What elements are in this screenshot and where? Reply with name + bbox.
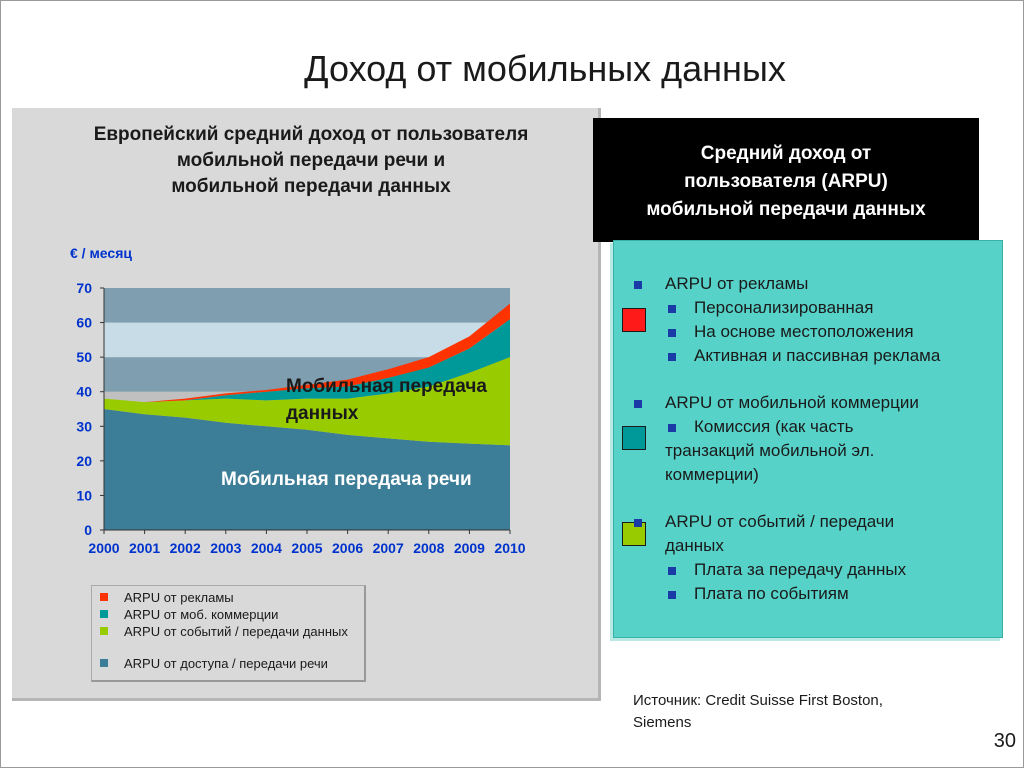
legend-label: ARPU от моб. коммерции — [124, 607, 279, 622]
category-sub-item: На основе местоположения — [694, 322, 914, 341]
category-sub-item: Комиссия (как часть — [694, 417, 854, 436]
category-sub-item: коммерции) — [665, 465, 759, 484]
slide-title: Доход от мобильных данных — [304, 48, 786, 89]
bullet-icon — [634, 281, 642, 289]
chart-panel-title-line: мобильной передачи данных — [171, 176, 451, 197]
x-tick-label: 2004 — [250, 540, 282, 556]
source-line: Источник: Credit Suisse First Boston, — [633, 692, 883, 709]
legend-label: ARPU от событий / передачи данных — [124, 624, 348, 639]
legend-label: ARPU от рекламы — [124, 590, 234, 605]
y-tick-label: 30 — [76, 418, 92, 435]
sub-bullet-icon — [668, 424, 676, 432]
arpu-header-line: мобильной передачи данных — [646, 199, 926, 220]
x-tick-label: 2003 — [210, 540, 242, 556]
legend-swatch — [100, 627, 108, 635]
y-tick-label: 50 — [76, 349, 92, 366]
bullet-icon — [634, 400, 642, 408]
legend-swatch — [100, 593, 108, 601]
arpu-header-line: Средний доход от — [700, 143, 872, 164]
x-tick-label: 2008 — [413, 540, 445, 556]
x-tick-label: 2001 — [129, 540, 161, 556]
y-tick-label: 10 — [76, 487, 92, 504]
y-tick-label: 60 — [76, 314, 92, 331]
category-sub-item: Плата за передачу данных — [694, 560, 907, 579]
x-tick-label: 2010 — [494, 540, 526, 556]
y-tick-label: 0 — [84, 522, 92, 538]
sub-bullet-icon — [668, 353, 676, 361]
category-sub-item: Плата по событиям — [694, 584, 849, 603]
category-color-swatch — [622, 426, 646, 450]
y-tick-label: 20 — [76, 452, 92, 469]
legend-label: ARPU от доступа / передачи речи — [124, 656, 328, 671]
annotation-data-line: Мобильная передача — [286, 376, 487, 397]
sub-bullet-icon — [668, 591, 676, 599]
legend-swatch — [100, 610, 108, 618]
category-title: ARPU от рекламы — [665, 274, 809, 293]
arpu-area-chart — [12, 108, 598, 578]
x-tick-label: 2009 — [453, 540, 485, 556]
x-tick-label: 2002 — [169, 540, 201, 556]
arpu-header-text — [593, 140, 979, 224]
y-tick-label: 40 — [76, 383, 92, 400]
source-line: Siemens — [633, 714, 692, 731]
category-sub-item: транзакций мобильной эл. — [665, 441, 875, 460]
x-tick-label: 2006 — [332, 540, 364, 556]
bullet-icon — [634, 519, 642, 527]
legend-swatch — [100, 659, 108, 667]
annotation-voice: Мобильная передача речи — [221, 469, 472, 490]
chart-panel — [12, 108, 601, 701]
chart-panel-title-line: мобильной передачи речи и — [176, 150, 446, 171]
source-note — [633, 690, 883, 734]
plot-band — [104, 288, 510, 323]
page-number: 30 — [993, 730, 1016, 752]
sub-bullet-icon — [668, 305, 676, 313]
y-axis-label: € / месяц — [70, 245, 132, 261]
category-title: ARPU от событий / передачи — [665, 512, 895, 531]
sub-bullet-icon — [668, 567, 676, 575]
arpu-header-box — [593, 118, 979, 242]
x-tick-label: 2000 — [88, 540, 120, 556]
arpu-header-line: пользователя (ARPU) — [684, 171, 888, 192]
x-tick-label: 2005 — [291, 540, 323, 556]
x-tick-label: 2007 — [372, 540, 404, 556]
chart-panel-title-line: Европейский средний доход от пользователя — [93, 124, 529, 145]
sub-bullet-icon — [668, 329, 676, 337]
category-color-swatch — [622, 308, 646, 332]
y-tick-label: 70 — [76, 280, 92, 296]
annotation-data-line: данных — [286, 403, 359, 424]
category-sub-item: Активная и пассивная реклама — [694, 346, 941, 365]
category-title: данных — [665, 536, 724, 555]
category-title: ARPU от мобильной коммерции — [665, 393, 919, 412]
chart-legend — [91, 585, 366, 682]
category-sub-item: Персонализированная — [694, 298, 874, 317]
